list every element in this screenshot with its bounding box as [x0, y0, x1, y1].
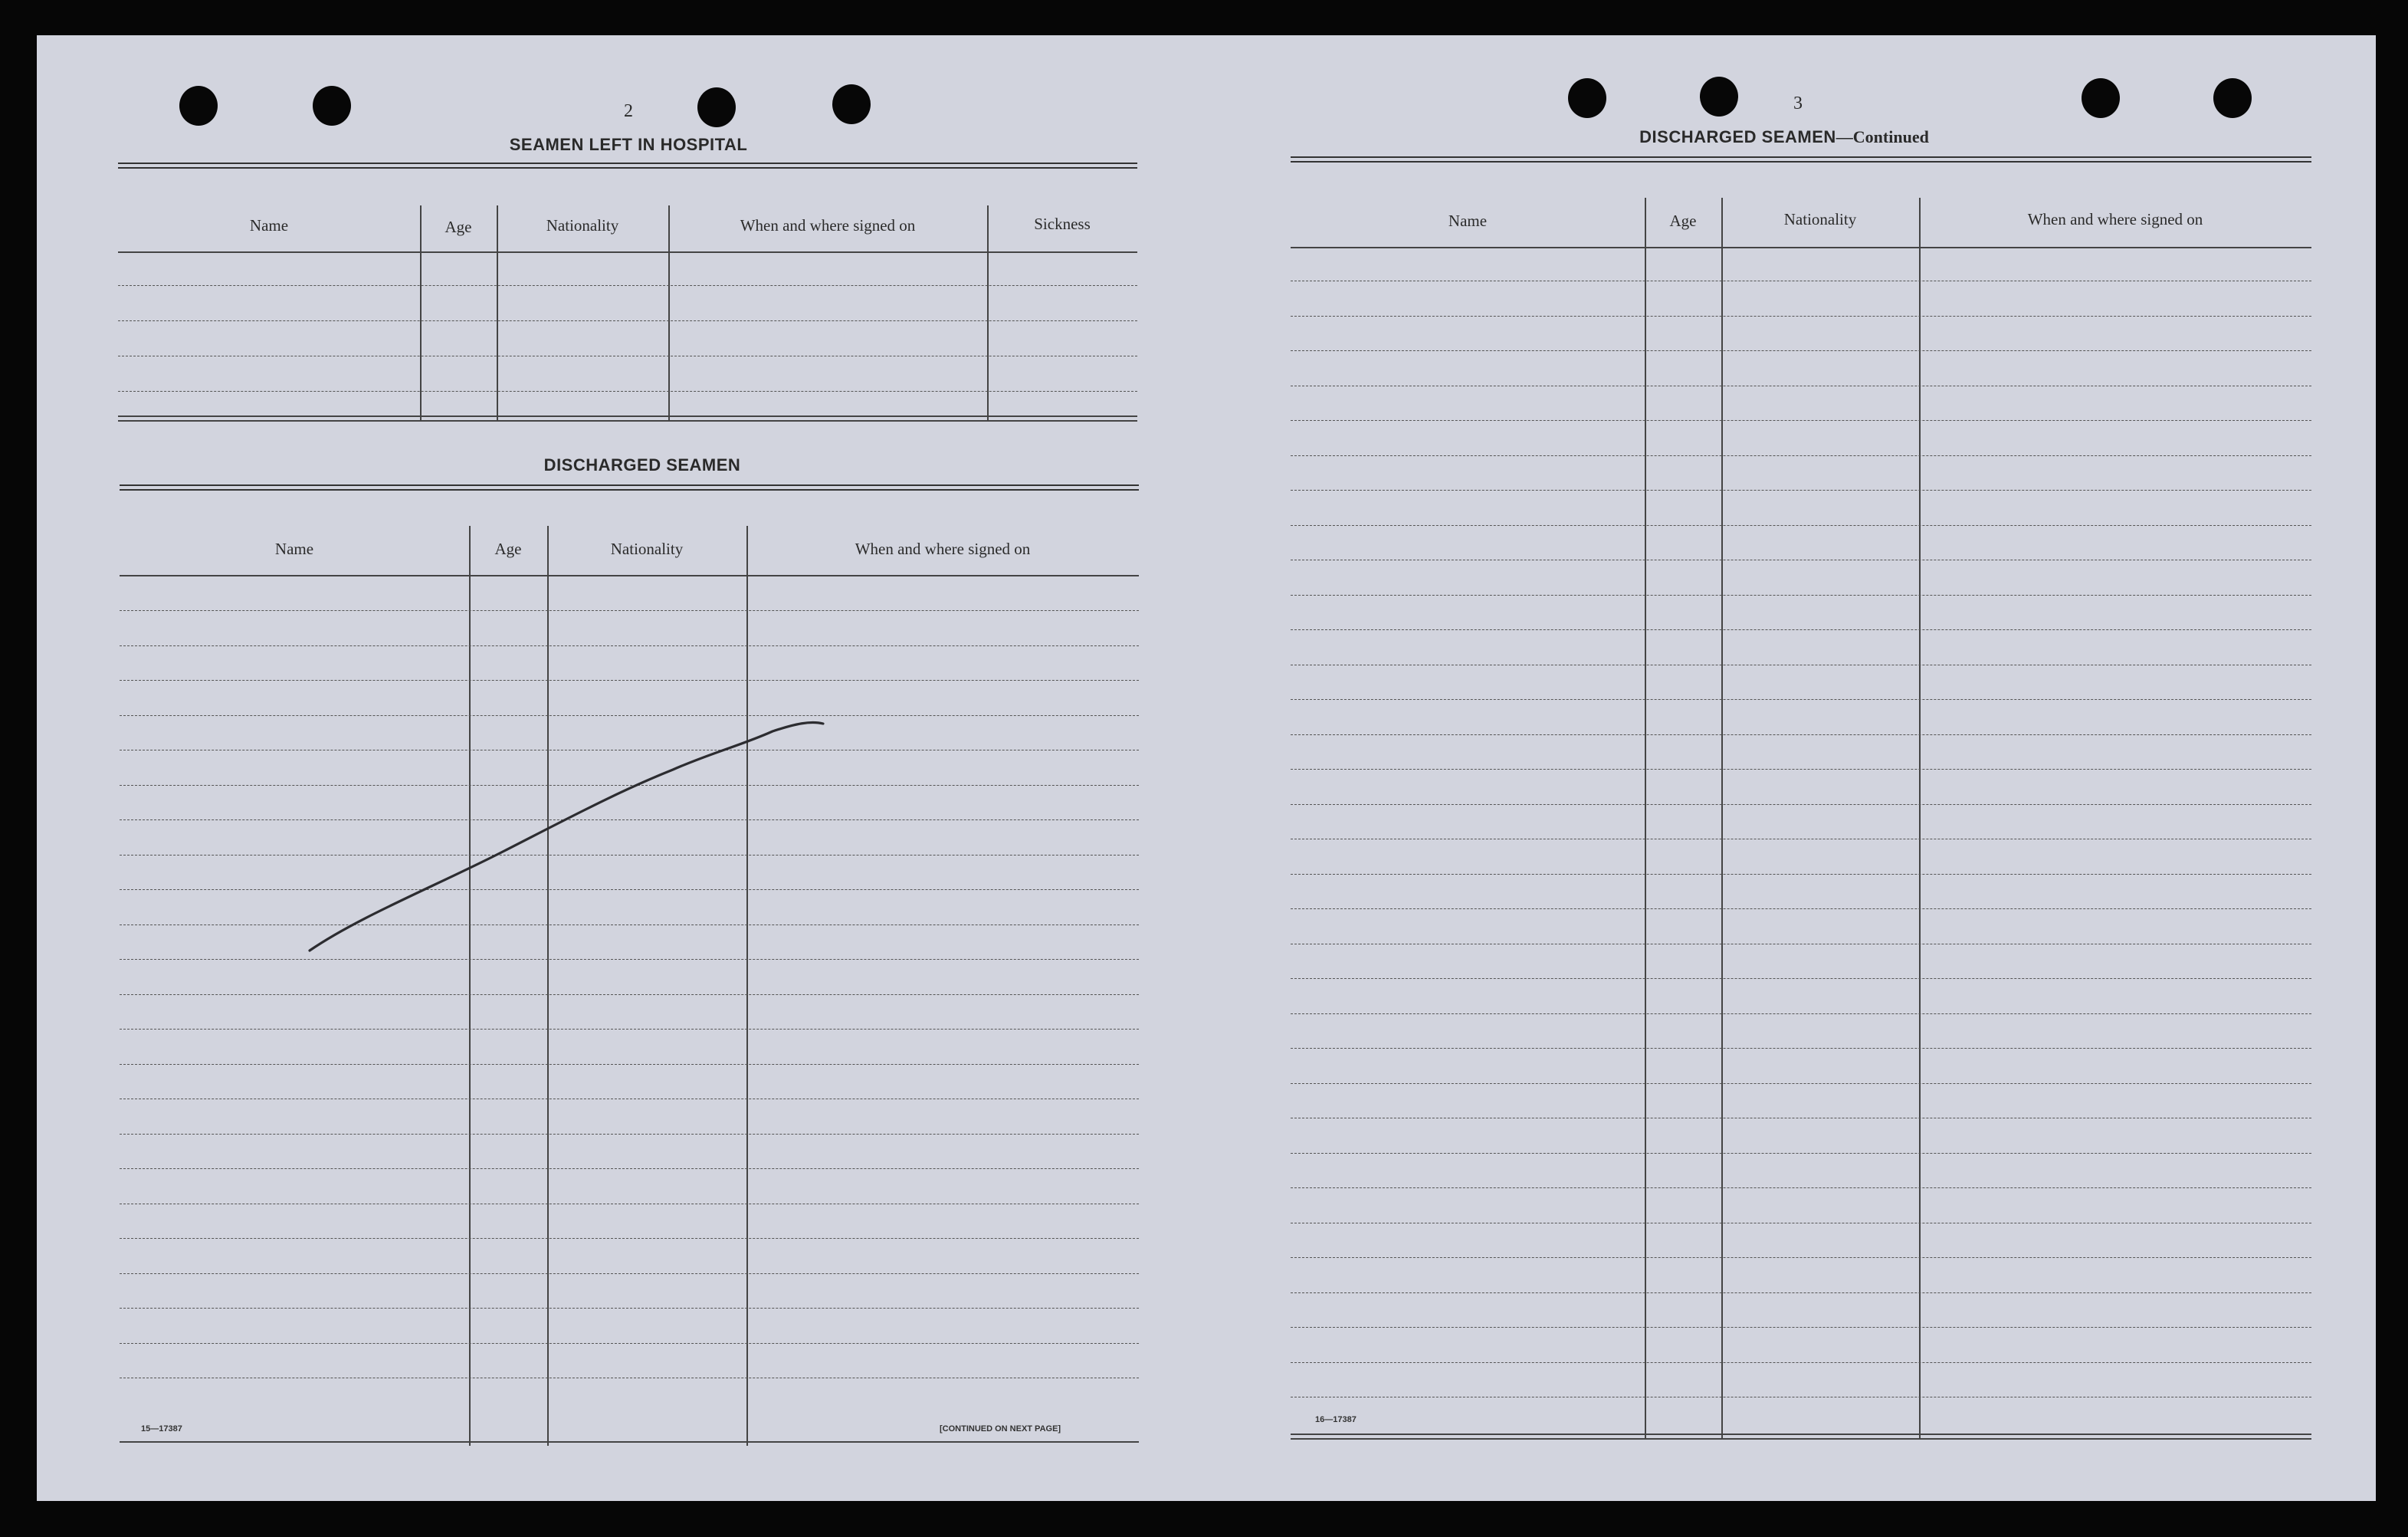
- row-rule: [1291, 1362, 2311, 1363]
- row-rule: [1291, 1013, 2311, 1014]
- column-header-signed-on: When and where signed on: [2027, 210, 2203, 228]
- form-sheet: [37, 35, 2376, 1501]
- column-header-sickness: Sickness: [1034, 215, 1091, 233]
- column-header-signed-on: When and where signed on: [855, 540, 1031, 558]
- continued-note: [CONTINUED ON NEXT PAGE]: [940, 1424, 1061, 1434]
- row-rule: [1291, 699, 2311, 700]
- column-header-age: Age: [494, 540, 522, 558]
- row-rule: [1291, 1153, 2311, 1154]
- row-rule: [1291, 629, 2311, 630]
- column-header-nationality: Nationality: [1783, 210, 1857, 228]
- column-header-nationality: Nationality: [610, 540, 684, 558]
- discharged-continued-table: [1291, 156, 2311, 1444]
- row-rule: [1291, 316, 2311, 317]
- section-title-discharged: DISCHARGED SEAMEN: [543, 455, 741, 475]
- form-code-right: 16—17387: [1315, 1415, 1357, 1424]
- row-rule: [1291, 595, 2311, 596]
- column-header-signed-on: When and where signed on: [740, 216, 916, 235]
- column-header-name: Name: [249, 216, 289, 235]
- row-rule: [1291, 1292, 2311, 1293]
- row-rule: [1291, 1048, 2311, 1049]
- row-rule: [1291, 734, 2311, 735]
- section-title-suffix: —Continued: [1836, 127, 1929, 146]
- column-header-name: Name: [274, 540, 314, 558]
- row-rule: [1291, 350, 2311, 351]
- section-title-hospital: SEAMEN LEFT IN HOSPITAL: [509, 135, 748, 154]
- section-title-discharged-continued: [1639, 127, 1929, 147]
- row-rule: [1291, 908, 2311, 909]
- row-rule: [1291, 804, 2311, 805]
- column-header-name: Name: [1448, 212, 1488, 230]
- row-rule: [1291, 525, 2311, 526]
- row-rule: [1291, 978, 2311, 979]
- page-number-right: 3: [1793, 94, 1803, 113]
- row-rule: [1291, 874, 2311, 875]
- row-rule: [1291, 420, 2311, 421]
- row-rule: [1291, 1327, 2311, 1328]
- form-code-left: 15—17387: [141, 1424, 182, 1434]
- column-header-age: Age: [1669, 212, 1697, 230]
- row-rule: [1291, 1083, 2311, 1084]
- section-title-text: DISCHARGED SEAMEN: [1639, 127, 1836, 146]
- row-rule: [1291, 455, 2311, 456]
- column-header-age: Age: [445, 218, 472, 236]
- row-rule: [1291, 490, 2311, 491]
- row-rule: [1291, 769, 2311, 770]
- column-header-nationality: Nationality: [546, 216, 619, 235]
- row-rule: [1291, 1257, 2311, 1258]
- page-number-left: 2: [624, 101, 633, 121]
- row-rule: [1291, 1187, 2311, 1188]
